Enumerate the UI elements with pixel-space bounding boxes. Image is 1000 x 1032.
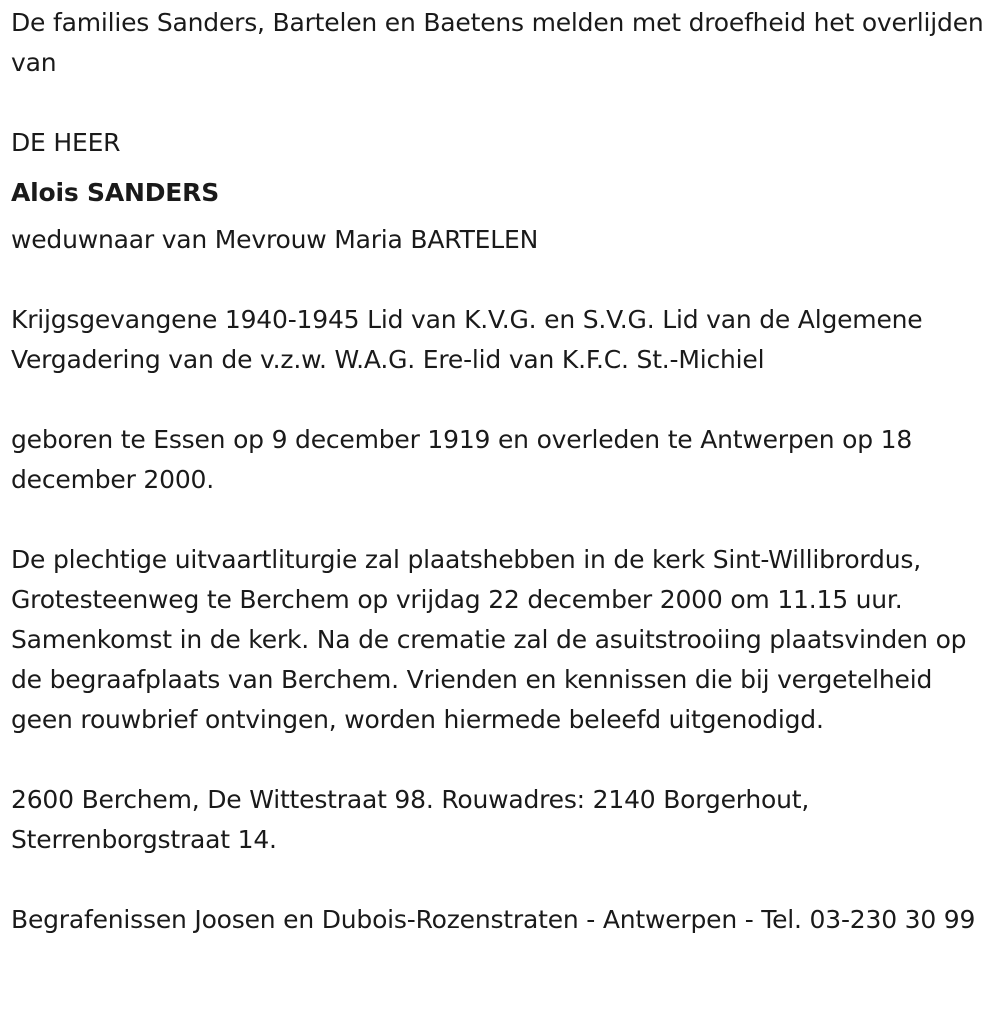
- obituary-notice: [11, 3, 986, 940]
- spacer: [11, 500, 986, 540]
- funeral-home-paragraph: Begrafenissen Joosen en Dubois-Rozenstraten - Antwerpen - Tel. 03-230 30 99: [11, 905, 976, 934]
- address-paragraph: 2600 Berchem, De Wittestraat 98. Rouwadres: 2140 Borgerhout, Sterrenborgstraat 14.: [11, 785, 810, 854]
- spacer: [11, 260, 986, 300]
- spacer: [11, 83, 986, 120]
- intro-paragraph: De families Sanders, Bartelen en Baetens melden met droefheid het overlijden van: [11, 8, 984, 77]
- spacer: [11, 380, 986, 420]
- birth-death-paragraph: geboren te Essen op 9 december 1919 en overleden te Antwerpen op 18 december 2000.: [11, 425, 913, 494]
- honorific-title: DE HEER: [11, 128, 121, 157]
- memberships-paragraph: Krijgsgevangene 1940-1945 Lid van K.V.G. en S.V.G. Lid van de Algemene Vergadering van de v.z.w. W.A.G. Ere-lid van K.F.C. St.-Michiel: [11, 305, 923, 374]
- spacer: [11, 740, 986, 780]
- spacer: [11, 860, 986, 900]
- relation-line: weduwnaar van Mevrouw Maria BARTELEN: [11, 225, 539, 254]
- ceremony-paragraph: De plechtige uitvaartliturgie zal plaatshebben in de kerk Sint-Willibrordus, Grotesteenweg te Berchem op vrijdag 22 december 2000 om 11.15 uur. Samenkomst in de kerk. Na de crematie zal de asuitstrooiing plaatsvinden op de begraafplaats van Berchem. Vrienden en kennissen die bij vergetelheid geen rouwbrief ontvingen, worden hiermede beleefd uitgenodigd.: [11, 545, 967, 734]
- deceased-name: Alois SANDERS: [11, 178, 220, 207]
